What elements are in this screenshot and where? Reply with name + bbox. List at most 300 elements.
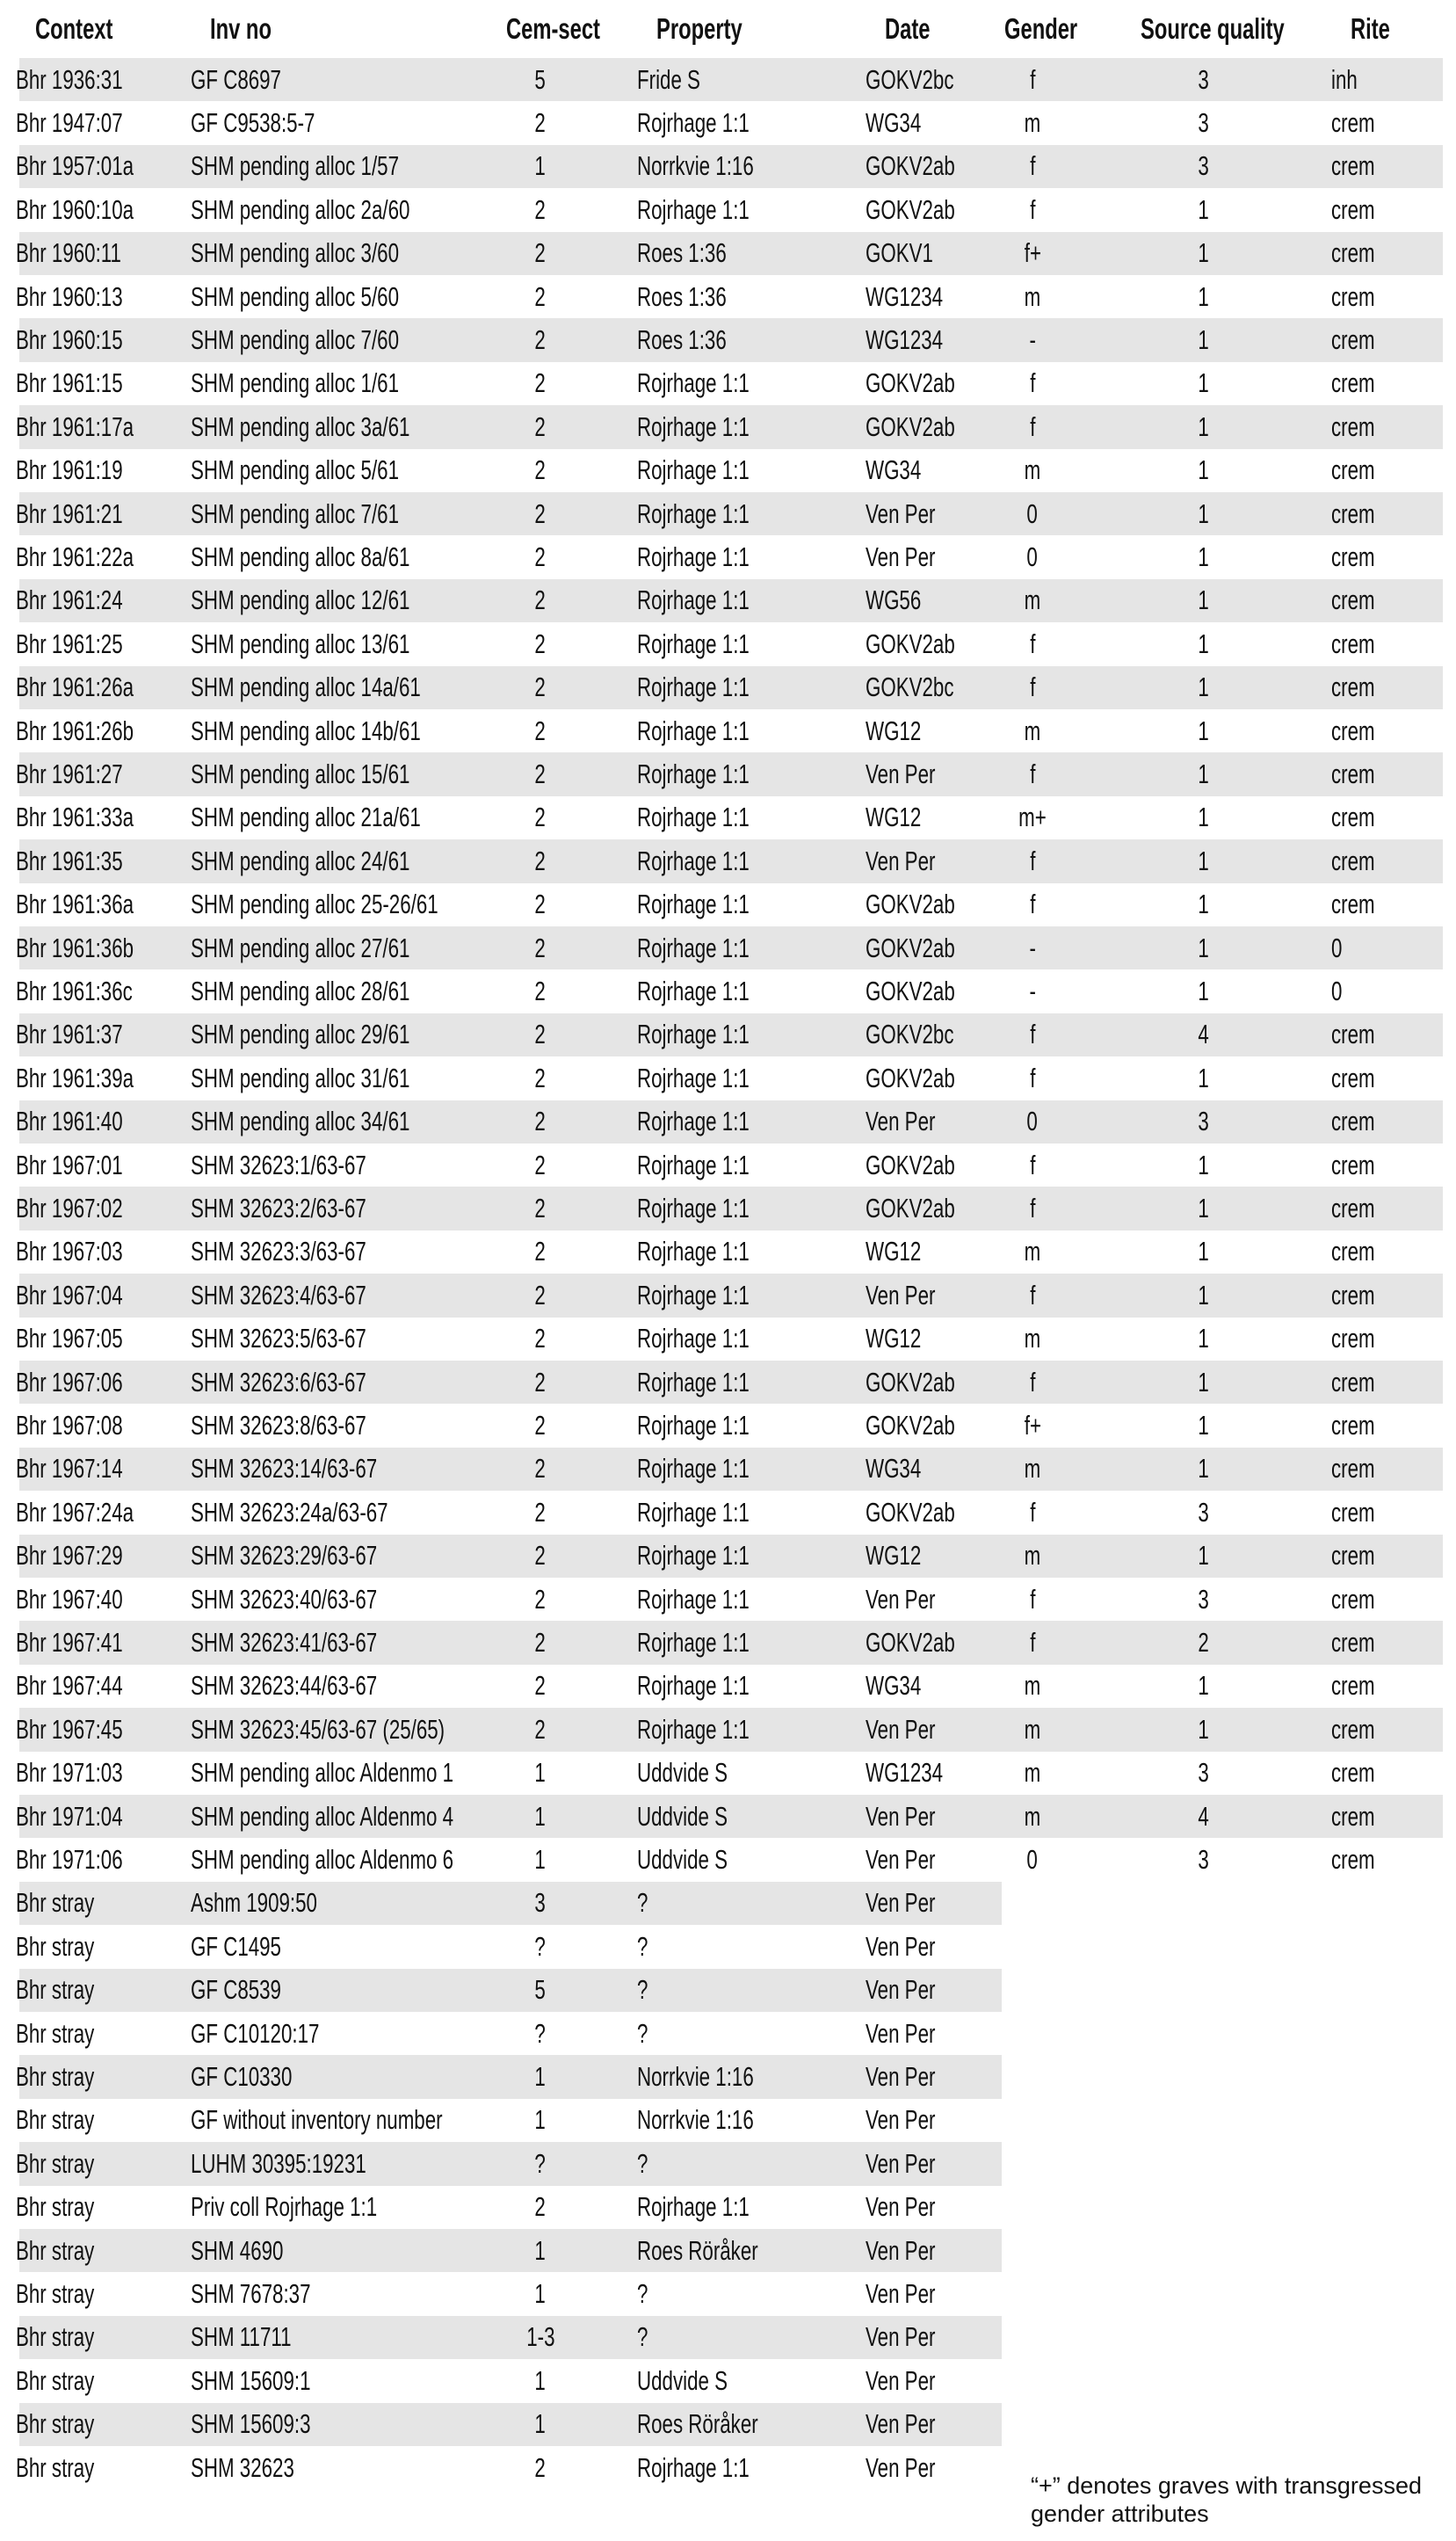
cell-gender <box>1002 1143 1063 1187</box>
cell-context <box>16 2403 125 2446</box>
cell-cem-sect <box>492 1708 589 1751</box>
cell-cem-sect <box>492 2316 589 2359</box>
cell-date <box>866 2229 962 2272</box>
cell-text: Rojrhage 1:1 <box>637 1540 750 1572</box>
cell-gender <box>1002 449 1063 492</box>
cell-text: 3 <box>1198 1757 1210 1789</box>
cell-text: Bhr 1960:10a <box>16 193 134 225</box>
cell-context <box>16 405 179 448</box>
cell-inv-no <box>191 1056 495 1100</box>
cell-date <box>866 2403 962 2446</box>
table-row <box>16 752 1443 795</box>
cell-rite <box>1331 1578 1392 1621</box>
cell-text: Rojrhage 1:1 <box>637 1106 750 1137</box>
cell-source-quality <box>1160 2186 1248 2229</box>
cell-property <box>637 1187 793 1230</box>
cell-date <box>866 1925 962 1968</box>
cell-context <box>16 1318 164 1361</box>
cell-gender <box>1002 492 1063 535</box>
cell-property <box>637 1491 793 1534</box>
cell-rite <box>1331 709 1392 752</box>
cell-text: f <box>1029 1279 1036 1310</box>
cell-gender <box>1002 535 1063 578</box>
cell-text: f <box>1029 150 1036 182</box>
cell-text: 1 <box>1198 1670 1210 1702</box>
cell-text: f <box>1029 1193 1036 1224</box>
cell-text: Rojrhage 1:1 <box>637 1323 750 1354</box>
cell-cem-sect <box>492 2142 589 2185</box>
cell-property <box>637 535 793 578</box>
cell-text: crem <box>1331 410 1375 442</box>
cell-property <box>637 449 793 492</box>
cell-text: 1 <box>1198 715 1210 746</box>
cell-rite <box>1331 1318 1392 1361</box>
cell-text: Rojrhage 1:1 <box>637 1453 750 1485</box>
cell-text: Bhr 1961:25 <box>16 628 123 659</box>
cell-property <box>637 232 761 275</box>
table-row <box>16 101 1443 144</box>
cell-text: Bhr stray <box>16 2278 95 2310</box>
cell-rite <box>1331 1231 1392 1274</box>
cell-rite <box>1331 1795 1392 1838</box>
cell-cem-sect <box>492 2272 589 2315</box>
cell-property <box>637 101 793 144</box>
cell-rite <box>1331 796 1392 839</box>
cell-rite <box>1331 1491 1392 1534</box>
cell-text: Ven Per <box>866 1106 936 1137</box>
cell-cem-sect <box>492 1752 589 1795</box>
cell-text: m <box>1024 584 1041 616</box>
cell-text: 3 <box>1198 150 1210 182</box>
cell-text: SHM 32623 <box>191 2451 294 2483</box>
cell-text: ? <box>637 1887 648 1919</box>
cell-text: Bhr 1960:11 <box>16 237 121 269</box>
table-row <box>16 1882 1002 1925</box>
cell-cem-sect <box>492 1621 589 1664</box>
cell-source-quality <box>1160 1100 1248 1143</box>
cell-date <box>866 1665 943 1708</box>
cell-text: crem <box>1331 845 1375 876</box>
cell-property <box>637 1231 793 1274</box>
cell-text: SHM pending alloc Aldenmo 1 <box>191 1757 454 1789</box>
cell-text: m <box>1024 1236 1041 1267</box>
cell-gender <box>1002 1361 1063 1404</box>
cell-text: Ven Per <box>866 2104 936 2136</box>
cell-text: 1 <box>1198 1193 1210 1224</box>
cell-date <box>866 145 989 188</box>
cell-text: Bhr 1967:03 <box>16 1236 123 1267</box>
cell-text: Rojrhage 1:1 <box>637 2451 750 2483</box>
cell-inv-no <box>191 1404 434 1447</box>
cell-gender <box>1002 1708 1063 1751</box>
table-row <box>16 622 1443 665</box>
cell-text: Roes Röråker <box>637 2234 758 2266</box>
cell-property <box>637 1404 793 1447</box>
cell-text: f <box>1029 1583 1036 1615</box>
cell-property <box>637 1752 763 1795</box>
cell-text: SHM 4690 <box>191 2234 284 2266</box>
cell-text: crem <box>1331 1453 1375 1485</box>
cell-rite <box>1331 318 1392 361</box>
cell-context <box>16 1708 164 1751</box>
cell-inv-no <box>191 2099 540 2142</box>
cell-text: crem <box>1331 237 1375 269</box>
cell-text: Ven Per <box>866 2017 936 2049</box>
table-row <box>16 579 1443 622</box>
cell-text: WG1234 <box>866 280 944 312</box>
cell-text: crem <box>1331 1019 1375 1050</box>
cell-inv-no <box>191 405 495 448</box>
cell-text: SHM pending alloc 12/61 <box>191 584 410 616</box>
cell-date <box>866 449 943 492</box>
cell-text: 2 <box>534 1410 547 1441</box>
cell-inv-no <box>191 2229 319 2272</box>
cell-source-quality <box>1160 1752 1248 1795</box>
cell-text: inh <box>1331 63 1358 95</box>
cell-text: 1 <box>1198 237 1210 269</box>
cell-inv-no <box>191 362 480 405</box>
cell-date <box>866 1491 989 1534</box>
cell-source-quality <box>1160 579 1248 622</box>
table-row <box>16 2142 1002 2185</box>
cell-text: WG12 <box>866 1540 922 1572</box>
cell-rite <box>1331 145 1392 188</box>
cell-text: Bhr 1967:08 <box>16 1410 123 1441</box>
cell-gender <box>1002 1882 1063 1925</box>
cell-text: Rojrhage 1:1 <box>637 845 750 876</box>
cell-text: Ven Per <box>866 2191 936 2223</box>
cell-text: SHM 7678:37 <box>191 2278 311 2310</box>
cell-text: SHM pending alloc Aldenmo 4 <box>191 1800 454 1832</box>
cell-text: SHM pending alloc 3/60 <box>191 237 399 269</box>
cell-date <box>866 405 989 448</box>
cell-text: GOKV2ab <box>866 150 955 182</box>
cell-property <box>637 666 793 709</box>
table-row <box>16 1491 1443 1534</box>
cell-text: Bhr 1967:04 <box>16 1279 123 1310</box>
cell-rite <box>1331 58 1367 101</box>
cell-context <box>16 1143 164 1187</box>
cell-text: 2 <box>534 759 547 790</box>
cell-text: Roes 1:36 <box>637 280 727 312</box>
cell-date <box>866 1795 962 1838</box>
cell-text: WG1234 <box>866 324 944 356</box>
cell-gender <box>1002 2229 1063 2272</box>
cell-text: m <box>1024 107 1041 139</box>
cell-property <box>637 1795 763 1838</box>
cell-text: Rojrhage 1:1 <box>637 759 750 790</box>
cell-context <box>16 1187 164 1230</box>
cell-date <box>866 232 960 275</box>
cell-text: Ven Per <box>866 1713 936 1745</box>
cell-text: Rojrhage 1:1 <box>637 976 750 1007</box>
table-row <box>16 796 1443 839</box>
cell-text: 2 <box>534 672 547 703</box>
table-row <box>16 1925 1443 1968</box>
cell-text: GOKV2bc <box>866 672 954 703</box>
cell-text: SHM pending alloc 25-26/61 <box>191 889 438 920</box>
cell-text: crem <box>1331 454 1375 486</box>
cell-text: - <box>1029 932 1036 963</box>
cell-rite <box>1331 1274 1392 1317</box>
cell-text: Rojrhage 1:1 <box>637 1496 750 1528</box>
cell-text: f <box>1029 410 1036 442</box>
cell-gender <box>1002 622 1063 665</box>
cell-context <box>16 1535 164 1578</box>
table-row <box>16 405 1443 448</box>
cell-cem-sect <box>492 969 589 1013</box>
cell-text: Rojrhage 1:1 <box>637 1019 750 1050</box>
cell-text: 2 <box>534 1323 547 1354</box>
cell-date <box>866 796 943 839</box>
cell-text: Ven Per <box>866 1800 936 1832</box>
cell-text: Fride S <box>637 63 700 95</box>
cell-source-quality <box>1160 1143 1248 1187</box>
table-row <box>16 2012 1443 2055</box>
cell-source-quality <box>1160 362 1248 405</box>
cell-text: 2 <box>534 454 547 486</box>
cell-rite <box>1331 839 1392 882</box>
cell-cem-sect <box>492 1925 589 1968</box>
cell-date <box>866 1578 962 1621</box>
cell-cem-sect <box>492 1187 589 1230</box>
cell-text: crem <box>1331 1149 1375 1180</box>
cell-rite <box>1331 535 1392 578</box>
cell-text: ? <box>534 1930 547 1962</box>
cell-rite <box>1331 1838 1392 1881</box>
cell-rite <box>1331 1056 1392 1100</box>
cell-text: Uddvide S <box>637 1800 728 1832</box>
cell-gender <box>1002 666 1063 709</box>
cell-text: 1 <box>1198 193 1210 225</box>
cell-inv-no <box>191 1143 434 1187</box>
cell-inv-no <box>191 969 495 1013</box>
cell-gender <box>1002 58 1063 101</box>
table-row <box>16 535 1443 578</box>
cell-source-quality <box>1160 2099 1248 2142</box>
cell-text: Rojrhage 1:1 <box>637 715 750 746</box>
cell-text: 4 <box>1198 1800 1210 1832</box>
cell-inv-no <box>191 839 495 882</box>
table-row <box>16 188 1443 231</box>
cell-text: f <box>1029 1019 1036 1050</box>
cell-cem-sect <box>492 1795 589 1838</box>
cell-context <box>16 492 164 535</box>
cell-text: SHM pending alloc Aldenmo 6 <box>191 1844 454 1876</box>
cell-text: crem <box>1331 193 1375 225</box>
cell-inv-no <box>191 709 511 752</box>
cell-property <box>637 1448 793 1491</box>
cell-cem-sect <box>492 2446 589 2489</box>
cell-context <box>16 145 179 188</box>
cell-date <box>866 2359 962 2402</box>
cell-property <box>637 58 725 101</box>
cell-text: 1 <box>1198 889 1210 920</box>
cell-text: 1 <box>534 2408 547 2440</box>
cell-cem-sect <box>492 2403 589 2446</box>
cell-context <box>16 1882 125 1925</box>
cell-cem-sect <box>492 362 589 405</box>
cell-property <box>637 1925 652 1968</box>
cell-text: crem <box>1331 1106 1375 1137</box>
cell-text: WG12 <box>866 715 922 746</box>
cell-date <box>866 1100 962 1143</box>
cell-property <box>637 2229 805 2272</box>
cell-text: Ven Per <box>866 1930 936 1962</box>
cell-text: Rojrhage 1:1 <box>637 497 750 529</box>
header-context <box>35 0 143 58</box>
cell-context <box>16 752 164 795</box>
cell-property <box>637 492 793 535</box>
cell-inv-no <box>191 622 495 665</box>
cell-source-quality <box>1160 1231 1248 1274</box>
cell-date <box>866 883 989 926</box>
cell-text: m <box>1024 1713 1041 1745</box>
cell-text: Roes 1:36 <box>637 324 727 356</box>
cell-context <box>16 969 177 1013</box>
cell-text: 2 <box>534 976 547 1007</box>
cell-inv-no <box>191 318 480 361</box>
cell-text: SHM 15609:3 <box>191 2408 311 2440</box>
cell-cem-sect <box>492 1318 589 1361</box>
cell-source-quality <box>1160 1795 1248 1838</box>
cell-context <box>16 2446 125 2489</box>
cell-date <box>866 492 962 535</box>
cell-text: 1 <box>534 150 547 182</box>
cell-cem-sect <box>492 318 589 361</box>
cell-source-quality <box>1160 1838 1248 1881</box>
cell-rite <box>1331 1752 1392 1795</box>
cell-text: SHM pending alloc 34/61 <box>191 1106 410 1137</box>
cell-inv-no <box>191 1100 495 1143</box>
cell-date <box>866 839 962 882</box>
cell-property <box>637 1143 793 1187</box>
cell-text: Bhr 1967:24a <box>16 1496 134 1528</box>
cell-text: Bhr stray <box>16 2061 95 2093</box>
cell-text: - <box>1029 976 1036 1007</box>
cell-text: Ven Per <box>866 1583 936 1615</box>
table-row <box>16 2359 1443 2402</box>
footnote: “+” denotes graves with transgressed gender attributes <box>1031 2472 1422 2527</box>
cell-text: Rojrhage 1:1 <box>637 454 750 486</box>
cell-text: SHM 32623:14/63-67 <box>191 1453 378 1485</box>
cell-context <box>16 2142 125 2185</box>
header-inv-no <box>210 0 295 58</box>
cell-date <box>866 1621 989 1664</box>
cell-context <box>16 622 164 665</box>
cell-source-quality <box>1160 752 1248 795</box>
table-row <box>16 2272 1443 2315</box>
cell-inv-no <box>191 1318 434 1361</box>
table-row <box>16 1621 1443 1664</box>
cell-text: m <box>1024 1757 1041 1789</box>
cell-text: Ven Per <box>866 541 936 573</box>
cell-text: 1 <box>534 2364 547 2396</box>
cell-date <box>866 535 962 578</box>
cell-text: GOKV2ab <box>866 976 955 1007</box>
cell-text: GOKV2ab <box>866 410 955 442</box>
cell-context <box>16 275 164 318</box>
cell-text: Uddvide S <box>637 1844 728 1876</box>
cell-text: Uddvide S <box>637 2364 728 2396</box>
cell-text: Bhr 1961:40 <box>16 1106 123 1137</box>
cell-gender <box>1002 752 1063 795</box>
cell-rite <box>1331 1100 1392 1143</box>
cell-text: crem <box>1331 1496 1375 1528</box>
cell-rite <box>1331 1404 1392 1447</box>
cell-source-quality <box>1160 1882 1248 1925</box>
cell-text: Bhr 1967:05 <box>16 1323 123 1354</box>
cell-text: 3 <box>1198 107 1210 139</box>
cell-text: crem <box>1331 150 1375 182</box>
cell-rite <box>1331 492 1392 535</box>
cell-inv-no <box>191 101 363 144</box>
cell-cem-sect <box>492 1535 589 1578</box>
cell-text: Ven Per <box>866 2408 936 2440</box>
cell-text: 2 <box>534 1627 547 1659</box>
cell-date <box>866 622 989 665</box>
cell-text: 1 <box>1198 802 1210 833</box>
cell-text: Bhr 1961:24 <box>16 584 123 616</box>
cell-inv-no <box>191 275 480 318</box>
cell-inv-no <box>191 1274 434 1317</box>
cell-gender <box>1002 2186 1063 2229</box>
cell-text: 2 <box>534 107 547 139</box>
cell-inv-no <box>191 188 495 231</box>
cell-source-quality <box>1160 492 1248 535</box>
cell-text: Roes 1:36 <box>637 237 727 269</box>
cell-context <box>16 1361 164 1404</box>
cell-text: Rojrhage 1:1 <box>637 1062 750 1093</box>
cell-cem-sect <box>492 2359 589 2402</box>
cell-text: Rojrhage 1:1 <box>637 628 750 659</box>
cell-inv-no <box>191 1621 450 1664</box>
table-row <box>16 709 1443 752</box>
cell-cem-sect <box>492 839 589 882</box>
cell-text: GOKV2ab <box>866 1496 955 1528</box>
cell-text: 1 <box>1198 280 1210 312</box>
header-property <box>656 0 776 58</box>
cell-rite <box>1331 1665 1392 1708</box>
cell-text: SHM pending alloc 1/57 <box>191 150 399 182</box>
cell-text: Ven Per <box>866 2278 936 2310</box>
cell-text: 1 <box>534 2234 547 2266</box>
cell-text: SHM pending alloc 29/61 <box>191 1019 410 1050</box>
cell-text: WG34 <box>866 1670 922 1702</box>
cell-text: crem <box>1331 1193 1375 1224</box>
cell-source-quality <box>1160 145 1248 188</box>
cell-inv-no <box>191 2403 358 2446</box>
cell-text: 1 <box>1198 932 1210 963</box>
cell-property <box>637 145 799 188</box>
table-row <box>16 1056 1443 1100</box>
cell-text: Rojrhage 1:1 <box>637 1583 750 1615</box>
cell-text: GOKV2ab <box>866 1410 955 1441</box>
cell-text: crem <box>1331 1800 1375 1832</box>
cell-inv-no <box>191 1578 450 1621</box>
cell-text: Bhr stray <box>16 2104 95 2136</box>
cell-rite <box>1331 622 1392 665</box>
cell-source-quality <box>1160 1535 1248 1578</box>
cell-text: GOKV2ab <box>866 1062 955 1093</box>
cell-cem-sect <box>492 101 589 144</box>
cell-gender <box>1002 926 1063 969</box>
cell-text: Rojrhage 1:1 <box>637 1410 750 1441</box>
cell-text: 2 <box>534 1279 547 1310</box>
cell-text: 2 <box>534 1236 547 1267</box>
cell-source-quality <box>1160 2359 1248 2402</box>
header-label: Source quality <box>1141 12 1285 45</box>
